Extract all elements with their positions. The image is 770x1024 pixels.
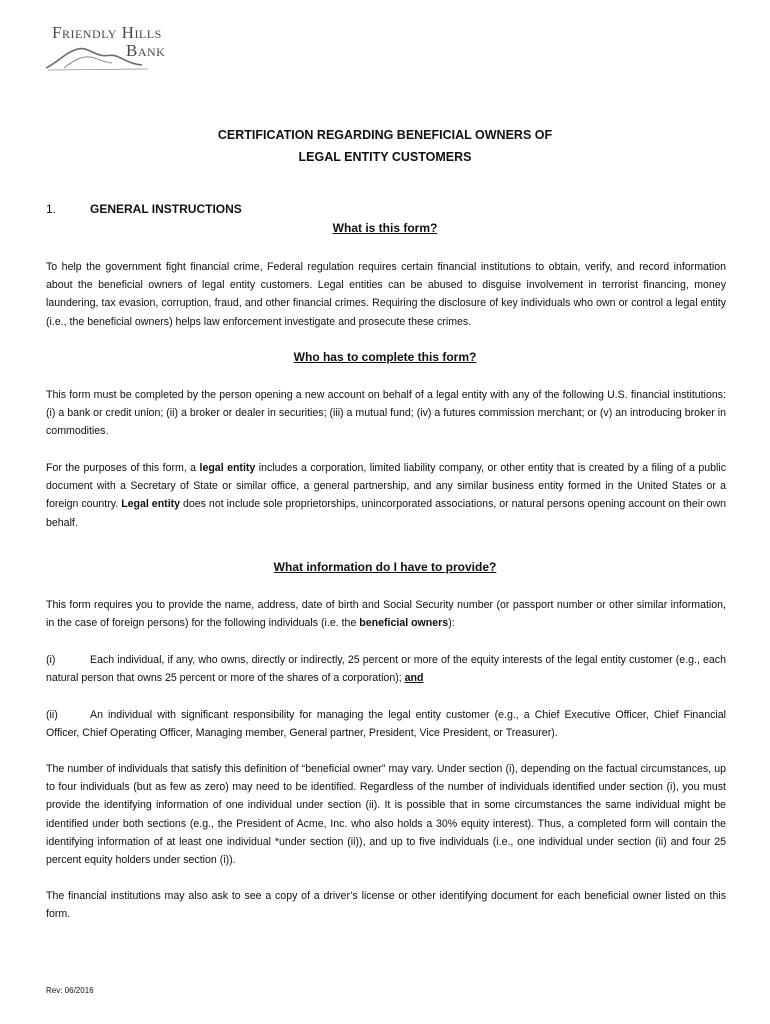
text: does not include sole proprietorships, unincorporated associations, or natural persons opening account on their own behalf. — [46, 498, 726, 529]
text: This form requires you to provide the name, address, date of birth and Social Security number (or passport number or other similar information, in the case of foreign persons) for the following individuals (i.e. the — [46, 599, 726, 630]
paragraph-number-of-owners: The number of individuals that satisfy this definition of “beneficial owner” may vary. Under section (i), depending on the factual circumstances, up to four individuals (but as few as zero) may need to be identified. Regardless of the number of individuals identified under section (i), you must provide the identifying information of one individual under section (ii). It is possible that in some circumstances the same individual might be identified under both sections (e.g., the President of Acme, Inc. who also holds a 30% equity interest). Thus, a completed form will contain the identifying information of at least one individual *under section (ii)), and up to five individuals (i.e., one individual under section (ii) and four 25 percent equity holders under section (i)). — [46, 763, 726, 867]
bank-logo — [44, 22, 194, 74]
paragraph-purpose: To help the government fight financial crime, Federal regulation requires certain financial institutions to obtain, verify, and record information about the beneficial owners of legal entity customers. Legal entities can be abused to disguise involvement in terrorist financing, money laundering, tax evasion, corruption, fraud, and other financial crimes. Requiring the disclosure of key individuals who own or control a legal entity (i.e., the beneficial owners) helps law enforcement investigate and prosecute these crimes. — [46, 261, 726, 328]
logo-text-line2: Bank — [126, 41, 166, 60]
paragraph-legal-entity-definition — [46, 459, 726, 532]
document-title-line2: LEGAL ENTITY CUSTOMERS — [298, 150, 472, 164]
heading-who-completes: Who has to complete this form? — [293, 350, 477, 364]
logo-text-line1: Friendly Hills — [52, 23, 162, 42]
text-bold: beneficial owners — [359, 617, 449, 630]
paragraph-identifying-document: The financial institutions may also ask to see a copy of a driver’s license or other identifying document for each beneficial owner listed on this form. — [46, 890, 726, 921]
text: An individual with significant responsibility for managing the legal entity customer (e.g., a Chief Executive Officer, Chief Financial Officer, Chief Operating Officer, Managing member, General partner, President, Vice President, or Treasurer). — [46, 709, 726, 740]
text: Each individual, if any, who owns, directly or indirectly, 25 percent or more of the equity interests of the legal entity customer (e.g., each natural person that owns 25 percent or more of the shares of a corporation); — [46, 654, 726, 685]
text: ): — [448, 617, 455, 630]
list-label: (i) — [46, 654, 56, 666]
list-item-ownership — [46, 651, 726, 687]
heading-what-information: What information do I have to provide? — [273, 560, 497, 574]
section-number: 1. — [46, 202, 57, 216]
list-item-control — [46, 706, 726, 742]
section-title: GENERAL INSTRUCTIONS — [90, 202, 242, 216]
list-label: (ii) — [46, 709, 58, 721]
text-bold: legal entity — [199, 462, 256, 474]
revision-date: Rev: 06/2016 — [46, 986, 94, 995]
paragraph-required-information — [46, 596, 726, 632]
text-bold-underline: and — [404, 672, 424, 685]
text: includes a corporation, limited liability company, or other entity that is created by a filing of a public document with a Secretary of State or similar office, a general partnership, and any similar business entity formed in the United States or a foreign country. — [46, 462, 726, 511]
text: For the purposes of this form, a — [46, 462, 200, 474]
text-bold: Legal entity — [121, 498, 181, 511]
document-title-line1: CERTIFICATION REGARDING BENEFICIAL OWNERS OF — [217, 128, 553, 142]
heading-what-is-this-form: What is this form? — [332, 221, 438, 235]
paragraph-who-completes: This form must be completed by the person opening a new account on behalf of a legal entity with any of the following U.S. financial institutions: (i) a bank or credit union; (ii) a broker or dealer in securities; (iii) a mutual fund; (iv) a futures commission merchant; or (v) an introducing broker in commodities. — [46, 389, 726, 438]
